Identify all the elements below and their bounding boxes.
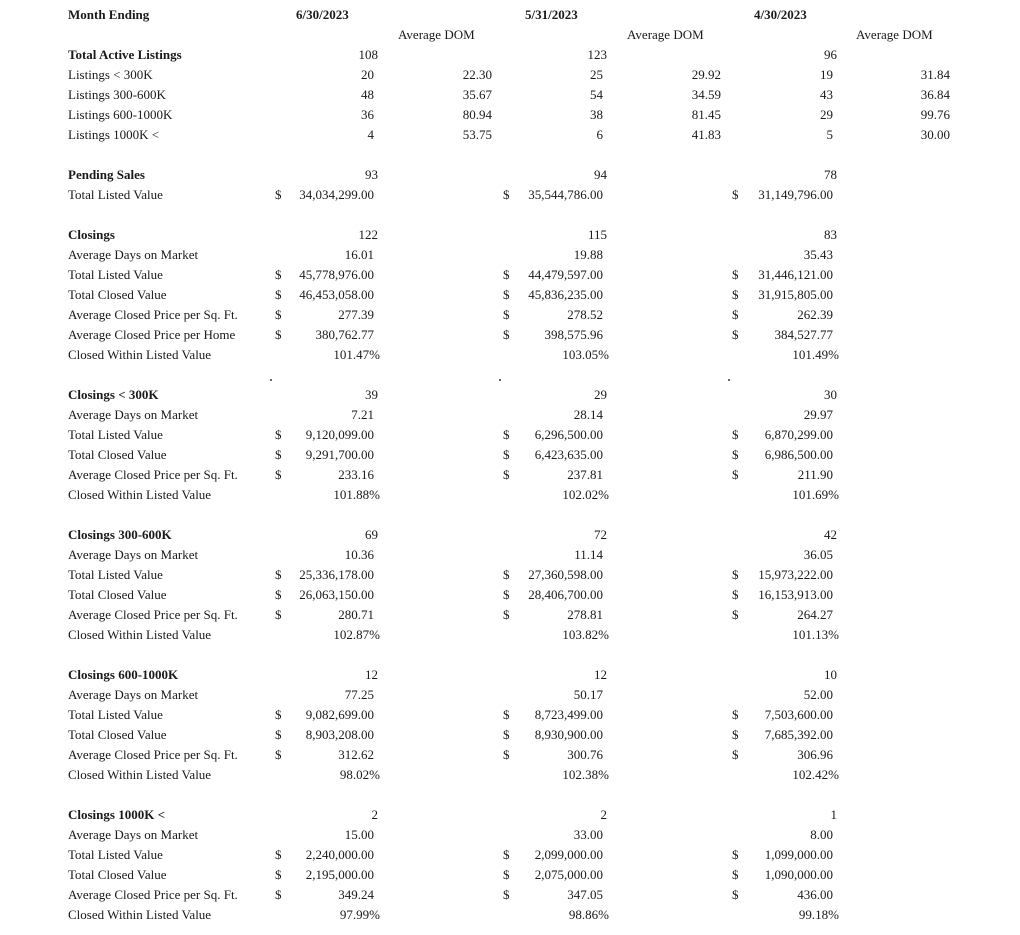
currency-symbol: $ bbox=[503, 287, 510, 302]
section-count: 96 bbox=[824, 47, 837, 62]
row-value: 384,527.77 bbox=[774, 327, 833, 342]
row-value: 349.24 bbox=[338, 887, 374, 902]
row-label: Closed Within Listed Value bbox=[68, 907, 212, 922]
scan-speck bbox=[270, 379, 272, 381]
row-value: 44,479,597.00 bbox=[528, 267, 603, 282]
currency-symbol: $ bbox=[503, 587, 510, 602]
row-value: 102.87% bbox=[333, 627, 380, 642]
row-label: Closed Within Listed Value bbox=[68, 347, 212, 362]
row-value: 77.25 bbox=[344, 687, 374, 702]
currency-symbol: $ bbox=[503, 427, 510, 442]
row-value: 312.62 bbox=[338, 747, 374, 762]
currency-symbol: $ bbox=[503, 867, 510, 882]
currency-symbol: $ bbox=[732, 707, 739, 722]
currency-symbol: $ bbox=[732, 327, 739, 342]
currency-symbol: $ bbox=[275, 467, 282, 482]
row-value: 31,915,805.00 bbox=[758, 287, 833, 302]
row-value: 277.39 bbox=[338, 307, 374, 322]
row-value: 278.81 bbox=[567, 607, 603, 622]
row-value: 300.76 bbox=[567, 747, 603, 762]
row-value: 101.47% bbox=[333, 347, 380, 362]
currency-symbol: $ bbox=[732, 727, 739, 742]
row-value: 233.16 bbox=[338, 467, 374, 482]
row-value: 28.14 bbox=[573, 407, 603, 422]
row-value: 38 bbox=[590, 107, 603, 122]
row-label: Total Closed Value bbox=[68, 287, 167, 302]
currency-symbol: $ bbox=[503, 267, 510, 282]
avg-dom-value: 22.30 bbox=[462, 67, 492, 82]
row-value: 103.82% bbox=[562, 627, 609, 642]
row-value: 48 bbox=[361, 87, 374, 102]
row-value: 101.49% bbox=[792, 347, 839, 362]
row-value: 6 bbox=[596, 127, 603, 142]
row-label: Listings 300-600K bbox=[68, 87, 166, 102]
currency-symbol: $ bbox=[275, 447, 282, 462]
currency-symbol: $ bbox=[732, 467, 739, 482]
currency-symbol: $ bbox=[503, 847, 510, 862]
row-value: 16,153,913.00 bbox=[758, 587, 833, 602]
row-value: 19.88 bbox=[573, 247, 603, 262]
currency-symbol: $ bbox=[732, 867, 739, 882]
row-value: 26,063,150.00 bbox=[299, 587, 374, 602]
row-value: 29 bbox=[820, 107, 833, 122]
row-value: 15.00 bbox=[344, 827, 374, 842]
row-value: 262.39 bbox=[797, 307, 833, 322]
section-title: Closings bbox=[68, 227, 115, 242]
currency-symbol: $ bbox=[275, 887, 282, 902]
section-count: 1 bbox=[830, 807, 837, 822]
month-ending-label: Month Ending bbox=[68, 7, 150, 22]
row-value: 9,291,700.00 bbox=[305, 447, 374, 462]
row-value: 36.05 bbox=[803, 547, 833, 562]
row-label: Closed Within Listed Value bbox=[68, 487, 212, 502]
row-value: 398,575.96 bbox=[544, 327, 603, 342]
row-label: Total Closed Value bbox=[68, 587, 167, 602]
row-label: Total Listed Value bbox=[68, 187, 163, 202]
row-value: 6,296,500.00 bbox=[534, 427, 603, 442]
row-label: Average Days on Market bbox=[68, 687, 199, 702]
currency-symbol: $ bbox=[275, 327, 282, 342]
row-value: 101.69% bbox=[792, 487, 839, 502]
currency-symbol: $ bbox=[275, 727, 282, 742]
row-value: 7,503,600.00 bbox=[764, 707, 833, 722]
currency-symbol: $ bbox=[503, 747, 510, 762]
section-count: 115 bbox=[587, 227, 607, 242]
currency-symbol: $ bbox=[503, 567, 510, 582]
currency-symbol: $ bbox=[503, 447, 510, 462]
avg-dom-value: 31.84 bbox=[920, 67, 950, 82]
row-label: Total Listed Value bbox=[68, 847, 163, 862]
row-value: 15,973,222.00 bbox=[758, 567, 833, 582]
row-label: Closed Within Listed Value bbox=[68, 627, 212, 642]
row-value: 98.02% bbox=[339, 767, 380, 782]
row-value: 31,149,796.00 bbox=[758, 187, 833, 202]
currency-symbol: $ bbox=[275, 847, 282, 862]
row-value: 25,336,178.00 bbox=[299, 567, 374, 582]
avg-dom-value: 99.76 bbox=[920, 107, 950, 122]
row-value: 2,240,000.00 bbox=[305, 847, 374, 862]
row-value: 103.05% bbox=[562, 347, 609, 362]
row-value: 45,778,976.00 bbox=[299, 267, 374, 282]
row-value: 101.13% bbox=[792, 627, 839, 642]
row-value: 1,099,000.00 bbox=[764, 847, 833, 862]
row-value: 54 bbox=[590, 87, 603, 102]
avg-dom-value: 80.94 bbox=[462, 107, 492, 122]
row-value: 6,986,500.00 bbox=[764, 447, 833, 462]
row-label: Total Listed Value bbox=[68, 267, 163, 282]
row-label: Listings < 300K bbox=[68, 67, 153, 82]
row-label: Average Days on Market bbox=[68, 407, 199, 422]
section-count: 123 bbox=[587, 47, 607, 62]
row-value: 4 bbox=[367, 127, 374, 142]
row-value: 8,930,900.00 bbox=[534, 727, 603, 742]
period-header-1: 6/30/2023 bbox=[296, 7, 349, 22]
currency-symbol: $ bbox=[732, 587, 739, 602]
row-value: 35.43 bbox=[803, 247, 833, 262]
row-value: 28,406,700.00 bbox=[528, 587, 603, 602]
row-value: 27,360,598.00 bbox=[528, 567, 603, 582]
row-value: 10.36 bbox=[344, 547, 374, 562]
row-value: 46,453,058.00 bbox=[299, 287, 374, 302]
row-label: Average Days on Market bbox=[68, 827, 199, 842]
row-value: 50.17 bbox=[573, 687, 603, 702]
row-value: 7,685,392.00 bbox=[764, 727, 833, 742]
row-value: 6,870,299.00 bbox=[764, 427, 833, 442]
row-value: 25 bbox=[590, 67, 603, 82]
row-value: 102.02% bbox=[562, 487, 609, 502]
currency-symbol: $ bbox=[275, 187, 282, 202]
row-value: 36 bbox=[361, 107, 374, 122]
currency-symbol: $ bbox=[732, 447, 739, 462]
avg-dom-header-3: Average DOM bbox=[856, 27, 933, 42]
scan-speck bbox=[728, 379, 730, 381]
currency-symbol: $ bbox=[732, 427, 739, 442]
currency-symbol: $ bbox=[732, 887, 739, 902]
currency-symbol: $ bbox=[732, 847, 739, 862]
section-count: 78 bbox=[824, 167, 837, 182]
row-label: Average Days on Market bbox=[68, 547, 199, 562]
row-value: 8,723,499.00 bbox=[534, 707, 603, 722]
row-label: Total Closed Value bbox=[68, 447, 167, 462]
section-count: 39 bbox=[365, 387, 378, 402]
row-value: 1,090,000.00 bbox=[764, 867, 833, 882]
avg-dom-value: 35.67 bbox=[462, 87, 492, 102]
currency-symbol: $ bbox=[503, 887, 510, 902]
row-value: 34,034,299.00 bbox=[299, 187, 374, 202]
section-title: Closings 1000K < bbox=[68, 807, 165, 822]
row-value: 52.00 bbox=[803, 687, 833, 702]
row-value: 16.01 bbox=[344, 247, 374, 262]
currency-symbol: $ bbox=[732, 607, 739, 622]
period-header-3: 4/30/2023 bbox=[754, 7, 807, 22]
row-value: 20 bbox=[361, 67, 374, 82]
row-value: 97.99% bbox=[339, 907, 380, 922]
currency-symbol: $ bbox=[503, 727, 510, 742]
currency-symbol: $ bbox=[275, 307, 282, 322]
currency-symbol: $ bbox=[275, 427, 282, 442]
section-count: 108 bbox=[358, 47, 378, 62]
row-value: 280.71 bbox=[338, 607, 374, 622]
row-value: 380,762.77 bbox=[315, 327, 374, 342]
section-title: Closings 300-600K bbox=[68, 527, 172, 542]
row-value: 264.27 bbox=[797, 607, 833, 622]
section-count: 12 bbox=[594, 667, 607, 682]
section-title: Total Active Listings bbox=[68, 47, 182, 62]
avg-dom-value: 30.00 bbox=[920, 127, 950, 142]
currency-symbol: $ bbox=[503, 707, 510, 722]
currency-symbol: $ bbox=[732, 187, 739, 202]
currency-symbol: $ bbox=[275, 747, 282, 762]
section-count: 10 bbox=[824, 667, 837, 682]
section-count: 2 bbox=[600, 807, 607, 822]
period-header-2: 5/31/2023 bbox=[525, 7, 578, 22]
row-label: Total Listed Value bbox=[68, 567, 163, 582]
row-label: Average Closed Price per Sq. Ft. bbox=[68, 747, 238, 762]
currency-symbol: $ bbox=[732, 287, 739, 302]
row-value: 101.88% bbox=[333, 487, 380, 502]
currency-symbol: $ bbox=[275, 607, 282, 622]
currency-symbol: $ bbox=[732, 307, 739, 322]
row-value: 347.05 bbox=[567, 887, 603, 902]
currency-symbol: $ bbox=[275, 587, 282, 602]
currency-symbol: $ bbox=[275, 707, 282, 722]
avg-dom-header-2: Average DOM bbox=[627, 27, 704, 42]
row-value: 35,544,786.00 bbox=[528, 187, 603, 202]
scan-speck bbox=[499, 379, 501, 381]
currency-symbol: $ bbox=[732, 267, 739, 282]
row-label: Total Closed Value bbox=[68, 727, 167, 742]
currency-symbol: $ bbox=[503, 327, 510, 342]
row-value: 19 bbox=[820, 67, 833, 82]
currency-symbol: $ bbox=[503, 307, 510, 322]
row-label: Total Listed Value bbox=[68, 707, 163, 722]
currency-symbol: $ bbox=[503, 607, 510, 622]
currency-symbol: $ bbox=[275, 287, 282, 302]
row-value: 45,836,235.00 bbox=[528, 287, 603, 302]
avg-dom-value: 36.84 bbox=[920, 87, 950, 102]
section-count: 69 bbox=[365, 527, 378, 542]
row-value: 2,195,000.00 bbox=[305, 867, 374, 882]
section-count: 72 bbox=[594, 527, 607, 542]
row-value: 278.52 bbox=[567, 307, 603, 322]
row-value: 8.00 bbox=[810, 827, 833, 842]
currency-symbol: $ bbox=[732, 747, 739, 762]
row-value: 9,120,099.00 bbox=[305, 427, 374, 442]
row-value: 2,075,000.00 bbox=[534, 867, 603, 882]
row-label: Listings 1000K < bbox=[68, 127, 160, 142]
row-value: 306.96 bbox=[797, 747, 833, 762]
section-count: 122 bbox=[358, 227, 378, 242]
section-title: Closings 600-1000K bbox=[68, 667, 179, 682]
row-value: 9,082,699.00 bbox=[305, 707, 374, 722]
currency-symbol: $ bbox=[275, 567, 282, 582]
row-label: Average Closed Price per Sq. Ft. bbox=[68, 607, 238, 622]
section-title: Pending Sales bbox=[68, 167, 145, 182]
section-count: 83 bbox=[824, 227, 837, 242]
row-label: Average Closed Price per Sq. Ft. bbox=[68, 467, 238, 482]
row-value: 99.18% bbox=[798, 907, 839, 922]
currency-symbol: $ bbox=[275, 267, 282, 282]
currency-symbol: $ bbox=[275, 867, 282, 882]
avg-dom-value: 53.75 bbox=[462, 127, 492, 142]
row-value: 29.97 bbox=[803, 407, 833, 422]
section-count: 12 bbox=[365, 667, 378, 682]
currency-symbol: $ bbox=[503, 187, 510, 202]
row-value: 102.38% bbox=[562, 767, 609, 782]
section-count: 93 bbox=[365, 167, 378, 182]
row-value: 11.14 bbox=[574, 547, 603, 562]
currency-symbol: $ bbox=[732, 567, 739, 582]
avg-dom-value: 34.59 bbox=[691, 87, 721, 102]
avg-dom-value: 29.92 bbox=[691, 67, 721, 82]
row-label: Total Closed Value bbox=[68, 867, 167, 882]
row-value: 98.86% bbox=[568, 907, 609, 922]
row-value: 102.42% bbox=[792, 767, 839, 782]
row-value: 5 bbox=[826, 127, 833, 142]
row-value: 7.21 bbox=[351, 407, 374, 422]
section-count: 94 bbox=[594, 167, 607, 182]
row-label: Average Closed Price per Sq. Ft. bbox=[68, 887, 238, 902]
row-label: Average Closed Price per Home bbox=[68, 327, 236, 342]
row-value: 436.00 bbox=[797, 887, 833, 902]
row-label: Listings 600-1000K bbox=[68, 107, 173, 122]
row-value: 31,446,121.00 bbox=[758, 267, 833, 282]
row-value: 2,099,000.00 bbox=[534, 847, 603, 862]
avg-dom-header-1: Average DOM bbox=[398, 27, 475, 42]
section-title: Closings < 300K bbox=[68, 387, 159, 402]
currency-symbol: $ bbox=[503, 467, 510, 482]
avg-dom-value: 81.45 bbox=[691, 107, 721, 122]
row-label: Total Listed Value bbox=[68, 427, 163, 442]
section-count: 42 bbox=[824, 527, 837, 542]
row-label: Closed Within Listed Value bbox=[68, 767, 212, 782]
row-value: 8,903,208.00 bbox=[305, 727, 374, 742]
row-value: 33.00 bbox=[573, 827, 603, 842]
section-count: 30 bbox=[824, 387, 837, 402]
avg-dom-value: 41.83 bbox=[691, 127, 721, 142]
row-value: 6,423,635.00 bbox=[534, 447, 603, 462]
section-count: 29 bbox=[594, 387, 607, 402]
row-label: Average Closed Price per Sq. Ft. bbox=[68, 307, 238, 322]
section-count: 2 bbox=[371, 807, 378, 822]
row-label: Average Days on Market bbox=[68, 247, 199, 262]
row-value: 237.81 bbox=[567, 467, 603, 482]
row-value: 43 bbox=[820, 87, 833, 102]
row-value: 211.90 bbox=[797, 467, 833, 482]
